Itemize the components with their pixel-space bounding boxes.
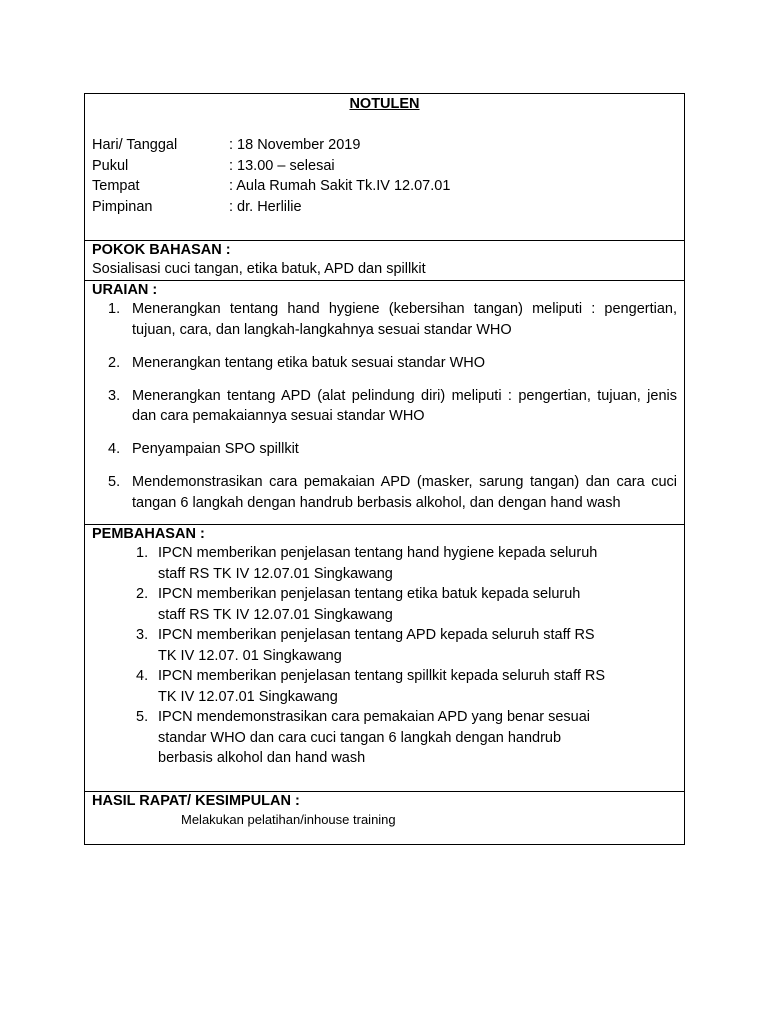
topic-heading: POKOK BAHASAN :	[92, 242, 231, 258]
item-number: 2.	[108, 354, 121, 371]
conclusion-section	[85, 792, 684, 844]
meta-value: : 18 November 2019	[229, 137, 361, 153]
topic-section	[85, 241, 684, 281]
item-number: 4.	[108, 441, 121, 457]
item-text: IPCN memberikan penjelasan tentang APD kepada seluruh staff RS TK IV 12.07. 01 Singkawang	[158, 627, 595, 664]
item-text: Menerangkan tentang etika batuk sesuai standar WHO	[132, 354, 486, 371]
list-item	[92, 386, 677, 427]
item-text: IPCN memberikan penjelasan tentang hand hygiene kepada seluruh staff RS TK IV 12.07.01 Singkawang	[158, 545, 598, 582]
item-text: IPCN mendemonstrasikan cara pemakaian APD yang benar sesuai standar WHO dan cara cuci tangan 6 langkah dengan handrub berbasis alkohol dan hand wash	[158, 709, 591, 766]
discussion-section	[85, 525, 684, 792]
item-text: Menerangkan tentang hand hygiene (kebersihan tangan) meliputi : pengertian, tujuan, cara, dan langkah-langkahnya sesuai standar WHO	[132, 301, 677, 338]
item-number: 5.	[108, 474, 121, 490]
meta-row-time	[92, 156, 677, 177]
item-number: 3.	[108, 387, 121, 404]
item-text: IPCN memberikan penjelasan tentang etika batuk kepada seluruh staff RS TK IV 12.07.01 Singkawang	[158, 586, 581, 623]
meta-value: : 13.00 – selesai	[229, 157, 335, 174]
item-text: IPCN memberikan penjelasan tentang spillkit kepada seluruh staff RS TK IV 12.07.01 Singkawang	[158, 668, 606, 705]
minutes-document	[84, 93, 685, 845]
meta-label: Tempat	[92, 178, 140, 194]
list-item	[92, 299, 677, 340]
item-number: 5.	[136, 709, 149, 725]
item-text: Mendemonstrasikan cara pemakaian APD (masker, sarung tangan) dan cara cuci tangan 6 langkah dengan handrub berbasis alkohol, dan dengan hand wash	[132, 474, 677, 511]
meta-value: : dr. Herlilie	[229, 198, 302, 215]
meta-row-date	[92, 135, 677, 156]
list-item	[92, 439, 677, 460]
discussion-list	[92, 543, 677, 769]
conclusion-text: Melakukan pelatihan/inhouse training	[181, 812, 396, 827]
topic-text: Sosialisasi cuci tangan, etika batuk, APD dan spillkit	[92, 261, 426, 277]
meta-label: Pimpinan	[92, 198, 153, 215]
item-number: 1.	[136, 545, 149, 561]
description-section	[85, 281, 684, 525]
list-item	[92, 584, 677, 625]
meeting-info	[92, 135, 677, 217]
item-text: Menerangkan tentang APD (alat pelindung diri) meliputi : pengertian, tujuan, jenis dan cara pemakaiannya sesuai standar WHO	[132, 387, 677, 424]
meta-value: : Aula Rumah Sakit Tk.IV 12.07.01	[229, 178, 451, 194]
list-item	[92, 543, 677, 584]
conclusion-heading: HASIL RAPAT/ KESIMPULAN :	[92, 793, 300, 809]
meta-label: Hari/ Tanggal	[92, 137, 178, 153]
description-list	[92, 299, 677, 513]
description-heading: URAIAN :	[92, 282, 158, 298]
item-number: 3.	[136, 627, 149, 643]
list-item	[92, 472, 677, 513]
document-title: NOTULEN	[349, 96, 420, 112]
list-item	[92, 625, 677, 666]
item-number: 1.	[108, 301, 121, 317]
item-number: 4.	[136, 668, 149, 684]
header-section	[85, 95, 684, 241]
meta-label: Pukul	[92, 157, 129, 174]
item-number: 2.	[136, 586, 149, 602]
meta-row-place	[92, 176, 677, 197]
item-text: Penyampaian SPO spillkit	[132, 441, 299, 457]
list-item	[92, 666, 677, 707]
list-item	[92, 353, 677, 374]
list-item	[92, 707, 677, 769]
discussion-heading: PEMBAHASAN :	[92, 526, 205, 542]
meta-row-leader	[92, 197, 677, 218]
